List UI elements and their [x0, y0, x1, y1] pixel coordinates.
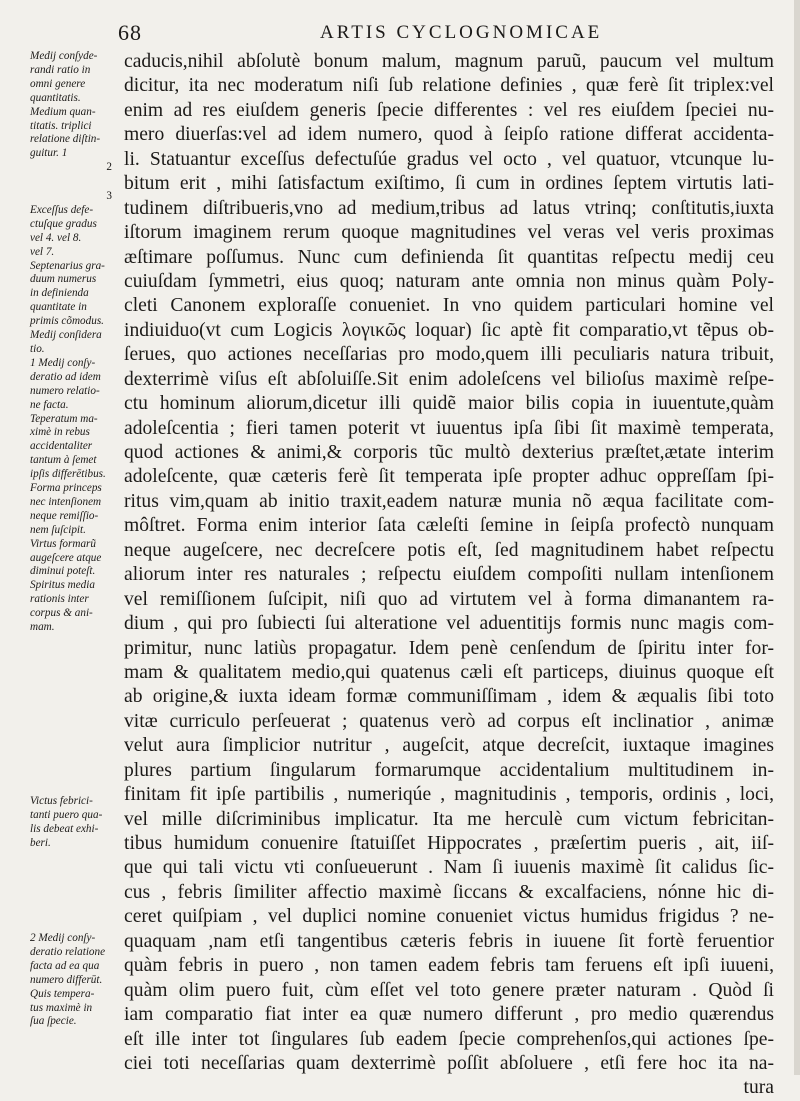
sidenote-line: facta ad ea qua [30, 959, 100, 972]
scan-edge-shadow [794, 0, 800, 1075]
sidenote-fever-diet [30, 795, 118, 851]
sidenote-line: ne facta. [30, 398, 69, 411]
sidenote-line: Medij conſidera [30, 329, 102, 342]
body-text-line: môſtret. Forma enim interior ſata cæleſti ſemine in ſeipſa profectò nunquam [124, 515, 774, 537]
sidenote-line: in definienda [30, 287, 89, 300]
page-number: 68 [118, 20, 142, 45]
sidenote-line: accidentaliter [30, 440, 93, 453]
sidenote-line: nec intenſionem [30, 495, 102, 508]
body-text-line: tura [743, 1077, 774, 1099]
sidenote-line: Septenarius gra- [30, 259, 105, 272]
body-text-line: quàm olim puero fuit, cùm eſſet vel toto genere præter naturam . Quòd ſi [124, 979, 774, 1001]
body-text-line: ſerues, quo actiones neceſſarias pro modo,quem illi peculiaris natura tribuit, [124, 344, 774, 366]
sidenote-line: augeſcere atque [30, 551, 102, 564]
sidenote-line: tantum à ſemet [30, 454, 97, 467]
sidenote-number: 2 [106, 161, 112, 174]
sidenote-line: ctuſque gradus [30, 217, 97, 230]
body-text-line: vel remiſſionem ſuſcipit, niſi quo ad virtutem vel à forma dimanantem ra- [124, 588, 774, 610]
sidenote-line: Quis tempera- [30, 987, 95, 1000]
body-text-line: dicitur, ita nec moderatum niſi ſub relatione definies , quæ ferè ſit triplex:vel [124, 75, 774, 97]
sidenote-line: ximè in rebus [30, 426, 90, 439]
sidenote-line: 1 Medij conſy- [30, 356, 96, 369]
body-text-line: iſtorum imaginem rerum quoque magnitudines vel veras vel veris proximas [124, 222, 774, 244]
body-text-line: eſt ille inter tot ſingulares ſub eadem ſpecie comprehenſos,qui actiones ſpe- [124, 1028, 774, 1050]
body-text-line: velut aura ſimplicior nutritur , augeſcit, atque decreſcit, iuxtaque imagines [124, 735, 774, 757]
sidenote-line: deratio relatione [30, 945, 106, 958]
body-text-line: adoleſcente, quæ cæteris ferè ſit temperata ipſe propter adhuc oppreſſam ſpi- [124, 466, 774, 488]
body-text-line: neque augeſcere, nec decreſcere potis eſt, ſed magnitudinem habet reſpectu [124, 539, 774, 561]
sidenote-line: Teperatum ma- [30, 412, 98, 425]
running-title: ARTIS CYCLOGNOMICAE [320, 22, 603, 43]
sidenote-line: quantitatis. [30, 91, 81, 104]
body-text-line: ctu hominum aliorum,dicetur illi quidẽ maior bilis copia in iuuentute,quàm [124, 393, 774, 415]
sidenote-line: randi ratio in [30, 63, 91, 76]
sidenote-line: Medij conſyde- [30, 50, 98, 62]
body-text-line: tudinem diſtribueris,vno ad medium,tribus ad latus vtrinq; conſtitutis,iuxta [124, 197, 774, 219]
body-text-line: caducis,nihil abſolutè bonum malum, magnum paruũ, paucum vel multum [124, 51, 774, 72]
body-text-line: quàm febris in puero , non tamen eadem febris tam feruens eſt ipſi iuueni, [124, 955, 774, 977]
body-text-line: plures partium ſingularum formarumque accidentalium multitudinem in- [124, 759, 774, 781]
sidenote-line: diminui poteſt. [30, 565, 96, 578]
sidenote-line: vel 7. [30, 245, 55, 258]
body-text-line: vitæ curriculo perſeuerat ; quatenus verò ad corpus eſt inclinatior , animæ [124, 710, 774, 732]
sidenote-line: tanti puero qua- [30, 808, 103, 821]
body-text-line: dium , qui pro ſubiecti ſui alteratione vel aduentitijs formis nunc magis com- [124, 613, 774, 635]
sidenote-line: Spiritus media [30, 579, 95, 592]
sidenote-line: corpus & ani- [30, 607, 93, 620]
main-text-block [124, 50, 774, 1101]
body-text-line: ritus vim,quam ab initio traxit,eadem naturæ munia nõ æqua facilitate com- [124, 490, 774, 512]
body-text-line: mam & qualitatem medio,qui quatenus cæli eſt particeps, diuinus quoque eſt [124, 661, 774, 683]
sidenote-line: Victus febrici- [30, 795, 93, 807]
sidenote-line: vel 4. vel 8. [30, 231, 82, 244]
body-text-line: cus , febris ſimiliter affectio maximè ſiccans & excalfaciens, nónne hic di- [124, 881, 774, 903]
page-header [0, 18, 800, 48]
body-text-line: dexterrimè viſus eſt abſoluiſſe.Sit enim adoleſcens vel bilioſus maximè reſpe- [124, 368, 774, 390]
body-text-line: aliorum inter res naturales ; reſpectu eiuſdem compoſiti nullam intenſionem [124, 564, 774, 586]
body-text-line: primitur, nunc latiùs propagatur. Idem penè cenſendum de ſpiritu inter for- [124, 637, 774, 659]
sidenote-line: deratio ad idem [30, 370, 101, 383]
body-text-line: ciei toti neceſſarias quam dexterrimè poſſit abſoluere , etſi fere hoc ita na- [124, 1052, 774, 1074]
sidenote-excess-degrees [30, 190, 118, 635]
sidenote-line: numero differūt. [30, 973, 103, 986]
body-text-line: que qui tali victu vti conſueuerunt . Nam ſi iuuenis maximè ſit calidus ſic- [124, 857, 774, 879]
body-text-line: adoleſcentia ; fieri tamen poterit vt iuuentus ipſa ſibi ſit maximè temperata, [124, 417, 774, 439]
sidenote-line: ipſis differētibus. [30, 468, 106, 481]
sidenote-line: Virtus formarũ [30, 537, 96, 550]
sidenote-line: mam. [30, 621, 55, 634]
body-text-line: æſtimare poſſumus. Nunc cum definienda ſit quantitas reſpectu medij ceu [124, 246, 774, 268]
body-text-line: vel mille diſcriminibus implicatur. Ita me herculè cum victum febricitan- [124, 808, 774, 830]
sidenote-line: neque remiſſio- [30, 509, 99, 522]
body-text-line: iam comparatio fiat inter ea quæ numero differunt , pro medio quærendus [124, 1004, 774, 1026]
body-text-line: tibus humidum conuenire ſtatuiſſet Hippocrates , præſertim pueris , ait, iiſ- [124, 833, 774, 854]
sidenote-line: beri. [30, 836, 51, 849]
sidenote-line: lis debeat exhi- [30, 822, 99, 835]
body-text-line: ab origine,& iuxta ideam formæ communiſſimam , idem & æqualis ſibi toto [124, 686, 774, 708]
body-text-line: mero diuerſas:vel ad idem numero, quod à ſeipſo ratione differat accidenta- [124, 124, 774, 146]
sidenote-line: 2 Medij conſy- [30, 932, 96, 944]
sidenote-line: Forma princeps [30, 482, 102, 495]
body-text-line: bitum erit , mihi ſatisfactum exiſtimo, ſi cum in ordines ſeptem virtutis lati- [124, 173, 774, 195]
body-text-line: ceret quiſpiam , vel duplici nomine conueniet victus humidus frigidus ? ne- [124, 906, 774, 928]
sidenote-line: relatione diſtin- [30, 133, 101, 146]
sidenote-line: Exceſſus defe- [30, 203, 94, 216]
sidenote-line: duum numerus [30, 273, 97, 286]
body-text-line: li. Statuantur exceſſus defectuſúe gradus vel octo , vel quatuor, vtcunque lu- [124, 148, 774, 170]
body-text-line: cleti Canonem exploraſſe conueniet. In vno quidem particulari homine vel [124, 295, 774, 317]
sidenote-line: titatis. triplici [30, 119, 92, 132]
sidenote-line: guitur. 1 [30, 147, 68, 160]
body-text-line: finitam fit ipſe partibilis , numeriqúe , magnitudinis , temporis, ordinis , loci, [124, 784, 774, 806]
body-text-line: enim ad res eiuſdem generis ſpecie differentes : vel res eiuſdem ſpeciei nu- [124, 99, 774, 121]
sidenote-line: omni genere [30, 77, 86, 90]
sidenote-numerical-difference [30, 932, 118, 1029]
sidenote-line: quantitate in [30, 301, 87, 314]
sidenote-line: ſua ſpecie. [30, 1015, 77, 1028]
sidenote-line: rationis inter [30, 593, 89, 606]
sidenote-line: Medium quan- [30, 105, 96, 118]
sidenote-line: tio. [30, 342, 45, 355]
sidenote-number: 3 [106, 190, 112, 202]
sidenote-line: nem ſuſcipit. [30, 523, 86, 536]
sidenote-medium-quantity [30, 50, 118, 175]
body-text-line: cuiuſdam ſymmetri, eius quoq; naturam ante omnia non minus quàm Poly- [124, 270, 774, 292]
body-text-line: quaquam ,nam etſi tangentibus cæteris febris in iuuene ſit fortè feruentior [124, 930, 774, 952]
sidenote-line: primis cõmodus. [30, 315, 104, 328]
sidenote-line: tus maximè in [30, 1001, 93, 1014]
body-text-line: indiuiduo(vt cum Logicis λογικῶς loquar) ſic aptè fit comparatio,vt tẽpus ob- [124, 319, 774, 341]
body-text-line: quod actiones & animi,& corporis tũc multò dexterius præſtet,ætate interim [124, 442, 774, 463]
sidenote-line: numero relatio- [30, 384, 100, 397]
